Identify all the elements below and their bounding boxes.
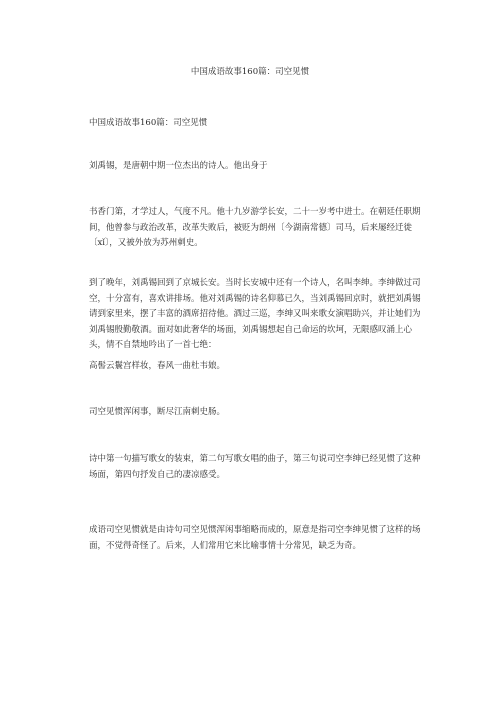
paragraph-intro: 刘禹锡，是唐朝中期一位杰出的诗人。他出身于 (89, 161, 268, 171)
poem-line-2: 司空见惯浑闲事，断尽江南刺史肠。 (89, 407, 226, 417)
paragraph-poem-explanation: 诗中第一句描写歌女的装束，第二句写歌女唱的曲子，第三句说司空李绅已经见惯了这种场面，第四句抒发自己的凄凉感受。 (89, 454, 421, 480)
document-title: 中国成语故事160篇：司空见惯 (190, 67, 310, 77)
document-subtitle: 中国成语故事160篇：司空见惯 (89, 118, 208, 128)
paragraph-idiom-meaning: 成语司空见惯就是由诗句司空见惯浑闲事缩略而成的，原意是指司空李绅见惯了这样的场面，不觉得奇怪了。后来，人们常用它来比喻事情十分常见，缺乏为奇。 (89, 525, 421, 551)
paragraph-background: 书香门第，才学过人，气度不凡。他十九岁游学长安，二十一岁考中进士。在朝廷任职期间，他曾参与政治改革，改革失败后，被贬为朗州〔今湖南常德〕司马，后来屡经迁徙〔xǐ〕，又被外放为苏州刺史。 (89, 207, 421, 249)
poem-line-1: 高髻云鬟宫样妆，春风一曲杜韦娘。 (89, 361, 226, 371)
paragraph-story: 到了晚年，刘禹锡回到了京城长安。当时长安城中还有一个诗人，名叫李绅。李绅做过司空，十分富有，喜欢讲排场。他对刘禹锡的诗名仰慕已久，当刘禹锡回京时，就把刘禹锡请到家里来，摆了丰富的酒席招待他。酒过三巡，李绅又叫来歌女演唱助兴，并让她们为刘禹锡殷勤敬酒。面对如此奢华的场面，刘禹锡想起自己命运的坎坷，无限感叹涌上心头，情不自禁地吟出了一首七绝： (89, 278, 421, 351)
